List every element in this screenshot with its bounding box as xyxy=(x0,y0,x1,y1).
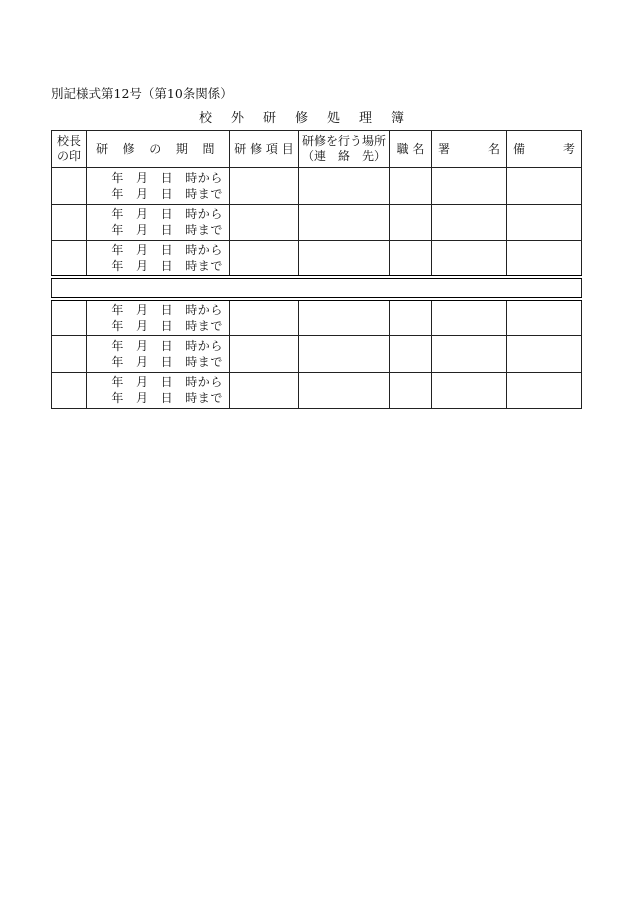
job-title-cell[interactable] xyxy=(390,168,432,205)
place-cell[interactable] xyxy=(299,372,390,409)
period-unit: 時から xyxy=(185,207,223,222)
signature-cell[interactable] xyxy=(432,336,507,373)
period-unit: 時まで xyxy=(185,223,223,238)
remarks-header xyxy=(507,131,582,168)
signature-cell[interactable] xyxy=(432,372,507,409)
remarks-cell[interactable] xyxy=(507,241,582,278)
training-item-cell[interactable] xyxy=(230,241,299,278)
period-unit: 年 xyxy=(111,207,124,222)
break-cell xyxy=(52,277,582,299)
period-unit: 時から xyxy=(185,338,223,353)
period-unit: 月 xyxy=(135,319,149,333)
period-unit: 時から xyxy=(185,170,223,185)
training-register-table xyxy=(51,130,582,409)
principal-seal-header xyxy=(52,131,87,168)
header-line: （連 絡 先） xyxy=(301,149,386,163)
period-unit: 月 xyxy=(135,354,149,369)
period-cell xyxy=(87,241,230,278)
period-unit: 日 xyxy=(160,223,174,238)
period-cell xyxy=(87,168,230,205)
principal-seal-cell[interactable] xyxy=(52,204,87,241)
signature-cell[interactable] xyxy=(432,168,507,205)
period-unit: 時まで xyxy=(185,259,223,273)
job-title-cell[interactable] xyxy=(390,372,432,409)
table-row xyxy=(52,336,582,373)
period-unit: 年 xyxy=(111,223,124,238)
period-unit: 日 xyxy=(160,303,174,317)
period-unit: 日 xyxy=(160,243,174,257)
title-char: 校 xyxy=(199,111,213,126)
period-unit: 年 xyxy=(111,354,124,369)
period-unit: 月 xyxy=(135,391,149,406)
period-unit: 年 xyxy=(111,170,124,185)
principal-seal-cell[interactable] xyxy=(52,241,87,278)
period-unit: 時まで xyxy=(185,186,223,201)
period-line xyxy=(111,206,223,222)
period-unit: 月 xyxy=(135,243,149,257)
period-line xyxy=(111,302,223,318)
period-unit: 日 xyxy=(160,170,174,185)
period-unit: 月 xyxy=(135,170,149,185)
principal-seal-cell[interactable] xyxy=(52,168,87,205)
table-row xyxy=(52,299,582,336)
period-line xyxy=(111,390,223,406)
period-line xyxy=(111,258,223,274)
place-cell[interactable] xyxy=(299,299,390,336)
training-item-cell[interactable] xyxy=(230,299,299,336)
remarks-cell[interactable] xyxy=(507,299,582,336)
period-unit: 年 xyxy=(111,186,124,201)
principal-seal-cell[interactable] xyxy=(52,299,87,336)
title-char: 研 xyxy=(263,111,277,126)
period-unit: 年 xyxy=(111,259,124,273)
form-number-label: 別記様式第12号（第10条関係） xyxy=(51,86,233,101)
table-row xyxy=(52,204,582,241)
period-cell xyxy=(87,372,230,409)
table-row xyxy=(52,241,582,278)
period-line xyxy=(111,374,223,390)
period-line xyxy=(111,170,223,186)
period-unit: 月 xyxy=(135,186,149,201)
header-line: の印 xyxy=(56,149,81,163)
header-line: 校長 xyxy=(56,134,81,148)
table-row xyxy=(52,372,582,409)
job-title-cell[interactable] xyxy=(390,299,432,336)
principal-seal-cell[interactable] xyxy=(52,372,87,409)
period-line xyxy=(111,186,223,202)
period-unit: 日 xyxy=(160,354,174,369)
period-unit: 年 xyxy=(111,338,124,353)
period-unit: 時まで xyxy=(185,319,223,333)
period-unit: 月 xyxy=(135,223,149,238)
signature-cell[interactable] xyxy=(432,204,507,241)
place-cell[interactable] xyxy=(299,204,390,241)
period-cell xyxy=(87,204,230,241)
period-unit: 日 xyxy=(160,259,174,273)
period-unit: 時まで xyxy=(185,354,223,369)
period-unit: 時から xyxy=(185,243,223,257)
period-unit: 日 xyxy=(160,391,174,406)
period-unit: 年 xyxy=(111,303,124,317)
period-unit: 月 xyxy=(135,338,149,353)
place-cell[interactable] xyxy=(299,241,390,278)
period-unit: 月 xyxy=(135,375,149,390)
training-item-cell[interactable] xyxy=(230,336,299,373)
period-unit: 日 xyxy=(160,375,174,390)
place-cell[interactable] xyxy=(299,336,390,373)
period-unit: 月 xyxy=(135,259,149,273)
period-unit: 日 xyxy=(160,186,174,201)
place-cell[interactable] xyxy=(299,168,390,205)
period-unit: 時から xyxy=(185,303,223,317)
header-char: 署 xyxy=(438,141,451,156)
period-unit: 年 xyxy=(111,391,124,406)
title-char: 簿 xyxy=(391,111,405,126)
remarks-cell[interactable] xyxy=(507,372,582,409)
job-title-header: 職 名 xyxy=(390,131,432,168)
title-char: 外 xyxy=(231,111,245,126)
period-unit: 日 xyxy=(160,319,174,333)
remarks-cell[interactable] xyxy=(507,204,582,241)
job-title-cell[interactable] xyxy=(390,241,432,278)
training-item-header: 研 修 項 目 xyxy=(230,131,299,168)
job-title-cell[interactable] xyxy=(390,336,432,373)
period-unit: 日 xyxy=(160,207,174,222)
signature-header xyxy=(432,131,507,168)
signature-cell[interactable] xyxy=(432,241,507,278)
place-header xyxy=(299,131,390,168)
period-unit: 年 xyxy=(111,243,124,257)
training-item-cell[interactable] xyxy=(230,372,299,409)
job-title-cell[interactable] xyxy=(390,204,432,241)
header-line: 研修を行う場所 xyxy=(301,134,386,148)
period-line xyxy=(111,242,223,258)
period-line xyxy=(111,338,223,354)
remarks-cell[interactable] xyxy=(507,336,582,373)
period-unit: 時まで xyxy=(185,391,223,406)
period-unit: 月 xyxy=(135,207,149,222)
period-unit: 年 xyxy=(111,375,124,390)
training-item-cell[interactable] xyxy=(230,204,299,241)
period-unit: 月 xyxy=(135,303,149,317)
header-row xyxy=(52,131,582,168)
form-title xyxy=(199,107,405,126)
header-char: 考 xyxy=(562,141,575,156)
table-break-separator xyxy=(52,277,582,299)
title-char: 処 xyxy=(327,111,341,126)
period-unit: 日 xyxy=(160,338,174,353)
principal-seal-cell[interactable] xyxy=(52,336,87,373)
table-row xyxy=(52,168,582,205)
header-char: 名 xyxy=(487,141,500,156)
period-line xyxy=(111,354,223,370)
signature-cell[interactable] xyxy=(432,299,507,336)
header-char: 備 xyxy=(513,141,526,156)
training-item-cell[interactable] xyxy=(230,168,299,205)
period-cell xyxy=(87,299,230,336)
period-line xyxy=(111,222,223,238)
title-char: 修 xyxy=(295,111,309,126)
period-unit: 年 xyxy=(111,319,124,333)
title-char: 理 xyxy=(359,111,373,126)
period-cell xyxy=(87,336,230,373)
period-header: 研 修 の 期 間 xyxy=(87,131,230,168)
remarks-cell[interactable] xyxy=(507,168,582,205)
period-line xyxy=(111,318,223,334)
period-unit: 時から xyxy=(185,375,223,390)
